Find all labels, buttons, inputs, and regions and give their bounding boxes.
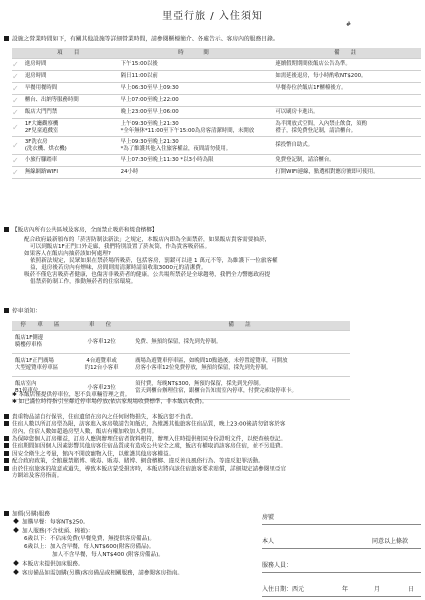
diamond-bullet-icon — [13, 519, 19, 525]
square-bullet-icon — [4, 451, 9, 456]
list-item: ✱ 本飯店僅提供停車位，恕不負車輛管理之責。 — [12, 392, 131, 398]
table-row: ✓ 無線網路WIFI 24小時 打開WIFI連線，點選相對應房號即可使用。 — [12, 167, 421, 179]
table-row: ✓ 進房時間 下午15:00以後 連續假期期間依飯店公告為準。 — [12, 59, 421, 71]
list-item: 加人服務(不含枕頭、棉被)： — [14, 528, 421, 535]
table-row: ✓ 早餐用餐時間 早上06:30至早上09:30 早餐券位於飯店1F櫃檯後方。 — [12, 83, 421, 95]
staff-label: 服務人員： — [262, 562, 293, 569]
square-bullet-icon — [4, 443, 9, 448]
checkmark-icon: ✓ — [12, 119, 22, 137]
section-heading: 加價(另購)服務 — [4, 511, 421, 518]
no-smoking-section: 【飯店內所有公共區域及客房，全面禁止吸菸和燒食檳榔】 配合政府最新頒布的「菸害防制法新法」之規定，本飯店內即為全面禁菸，如果飯店貴客需要抽菸， 可以到飯店1F正門口外走廊，我們特別設置了菸灰筒，作為貴客吸菸區。 如果客人在飯店內抽菸該如何處理? 依照新法規定，民眾如果在禁菸場所吸菸，包括客房，罰鍰可以達 1 萬元不等，為維護下一位旅客權 益，退房後若房內有煙味，房間則需清潔時請須收取3000元的清潔費。 吸菸不僅危害吸菸者健康，也傷害非吸菸者的健康。公共場所禁菸是全球趨勢，我們全力響應政府提 倡禁菸防制工作，推動無菸者的住宿環境。 — [4, 227, 421, 286]
square-bullet-icon — [4, 36, 9, 41]
square-bullet-icon — [4, 227, 9, 232]
table-row: ✓ 櫃台、出納等服務時間 早上07:00至晚上22:00 — [12, 95, 421, 107]
facilities-intro: 設施之營業時間如下，有關其他設施等詳細營業時間，請參閱櫃檯簡介、各處告示、客房內的服務目錄。 — [4, 36, 279, 44]
column-header-item: 項 目 — [22, 48, 118, 59]
square-bullet-icon — [4, 414, 9, 419]
square-bullet-icon — [4, 308, 9, 313]
checkmark-icon: ✓ — [12, 137, 22, 155]
diamond-bullet-icon — [13, 527, 19, 533]
square-bullet-icon — [4, 421, 9, 426]
list-item: ✱ 如已滿位時得指引至鄰近停車場停放(依店家規場收費標準，非本飯店收費)。 — [12, 398, 208, 405]
square-bullet-icon — [4, 458, 9, 463]
agree-label: 同意以上條款 — [372, 538, 409, 545]
checkmark-icon: ✓ — [12, 71, 22, 83]
table-row: ✓ 1F大廳觀察機 2F兒童遊戲室 上午09:30至晚上21:30 *全年無休*11:00至下午15:00為房客清潔時間，未開放 為半開放式空間，入內禁止飲食，須酌 禮子，採免費登記制，請洽櫃台。 — [12, 119, 421, 137]
list-item: 加購早餐：每客NT$250。 — [14, 519, 421, 526]
list-item: 房內，住宿人數如超過房型人數，飯店有權加收加人費用。 — [12, 428, 158, 435]
parking-notes — [12, 392, 207, 406]
table-row: ✓ 3F洗衣房 (洗衣機、烘衣機) 早上09:30至晚上21:30 *為了維護其他入住旅客權益，夜間請勿使用。 採投幣自助式。 — [12, 137, 421, 155]
list-item: 客房備品如需加購(另購)客房備品或相關服務，請參閱客房指南。 — [14, 570, 421, 577]
section-heading: 【飯店內所有公共區域及客房，全面禁止吸菸和燒食檳榔】 — [4, 227, 421, 234]
page-title: 里亞行旅 / 入住須知 — [162, 11, 263, 22]
list-item: 為保障您個人訂房權益，訂房人應與辦理住宿者資料相符，辦理入住時提供相同身份證明文件，以便查核登記。 — [4, 436, 286, 443]
list-item: 6歲以下：不佔床免費(早餐免費，無提供客房備品)。 — [24, 536, 155, 543]
table-row: ✓ 退房時間 隔日11:00以前 如需延後退房，每小時酌收NT$200。 — [12, 71, 421, 83]
table-header: 停 車 區 車 位 備 註 — [12, 321, 350, 331]
month-label: 月 — [374, 586, 381, 593]
list-item: 住宿期間如因個人因素影響其他房客住宿品質或有造成公共安全之虞，飯店有權取消該客房住宿，並不另退費。 — [4, 443, 286, 450]
square-bullet-icon — [4, 511, 9, 516]
checkmark-icon: ✓ — [12, 59, 22, 71]
column-header-note: 備 註 — [272, 48, 421, 59]
square-bullet-icon — [4, 466, 9, 471]
room-number-label: 房號 — [262, 514, 275, 521]
list-item: 6歲以上：加入含早餐，每人NT$600(附客房備品)。 — [24, 544, 155, 551]
table-row: 飯店1F側邊 騎樓停車格 小客車12位 免費、無預約保留，採先到先停制。 — [12, 331, 350, 354]
checkmark-icon: ✓ — [12, 107, 22, 119]
day-label: 日 — [408, 586, 415, 593]
staff-signature-field[interactable] — [262, 572, 421, 573]
column-header-time: 時 間 — [118, 48, 273, 59]
guest-signature-field[interactable] — [262, 548, 421, 549]
list-item: 加人不含早餐，每人NT$400 (附客房備品)。 — [52, 552, 164, 559]
list-item: 方網站及客房指南。 — [12, 473, 63, 480]
square-bullet-icon — [4, 436, 9, 441]
checkin-date-label: 入住日期：西元 — [262, 586, 305, 593]
table-row: 飯店室內 B1停車位 小客車23位 須付費，每晚NT$300，無預約保留，採先到先停制。 當天到櫃台辦理住宿，跟櫃台告知需室內停車，付費完索取停車卡。 — [12, 377, 350, 400]
list-item: 配合政府政策，全館嚴禁賭博、吸毒、販毒、賭博、網食檳榔、違反善良風俗行為、等違反犯罪活動。 — [4, 458, 286, 465]
rules-list — [4, 414, 286, 480]
parking-heading: 停車須知： — [4, 308, 41, 316]
table-row: ✓ 小旅行腳踏車 早上07:30至晚上11:30 *以3小時為限 免費登記制，請洽櫃台。 — [12, 155, 421, 167]
table-header — [12, 48, 421, 59]
list-item: 由於住宿旅客的故意或過失，導致本飯店蒙受損害時，本飯店將向該住宿旅客要求賠償，詳細規定請參閱里亞官 — [4, 466, 286, 473]
page-mark: # — [346, 21, 352, 28]
table-row: ✓ 飯店大門門禁 晚上23:00至早上06:00 可以刷房卡進出。 — [12, 107, 421, 119]
list-item: 住宿人數以所訂房型為限，訪客進入客房敬請告知飯店，為維護其他旅客住宿品質，晚上23:00後請勿留客於客 — [4, 421, 286, 428]
diamond-bullet-icon — [13, 561, 19, 567]
guest-label: 本人 — [262, 538, 275, 545]
checkin-date-field[interactable] — [262, 596, 421, 597]
parking-table — [12, 321, 350, 400]
facilities-table — [12, 48, 421, 179]
checkmark-icon: ✓ — [12, 83, 22, 95]
list-item: 本飯店未提供加床服務。 — [14, 561, 421, 568]
checkmark-icon: ✓ — [12, 167, 22, 179]
year-label: 年 — [342, 586, 349, 593]
guest-signature-form — [262, 512, 421, 598]
list-item: 貴重物品請自行保管，住宿遺留在房內之任何財物損失，本飯店恕不負責。 — [4, 414, 286, 421]
checkmark-icon: ✓ — [12, 95, 22, 107]
room-number-field[interactable] — [262, 524, 421, 525]
list-item: 因安全衛生之考量，館內不開放寵物入住，以維護其他房客權益。 — [4, 451, 286, 458]
table-row: 飯店1F正門廣場 大型遊覽車停車區 4台遊覽車或 約12台小客車 廣場為遊覽車停車區，如晚間10點過後，未停置遊覽車，可開放 房客小客車12位免費停放，無預約保留，採先到先停制。 — [12, 354, 350, 377]
diamond-bullet-icon — [13, 569, 19, 575]
checkmark-icon: ✓ — [12, 155, 22, 167]
